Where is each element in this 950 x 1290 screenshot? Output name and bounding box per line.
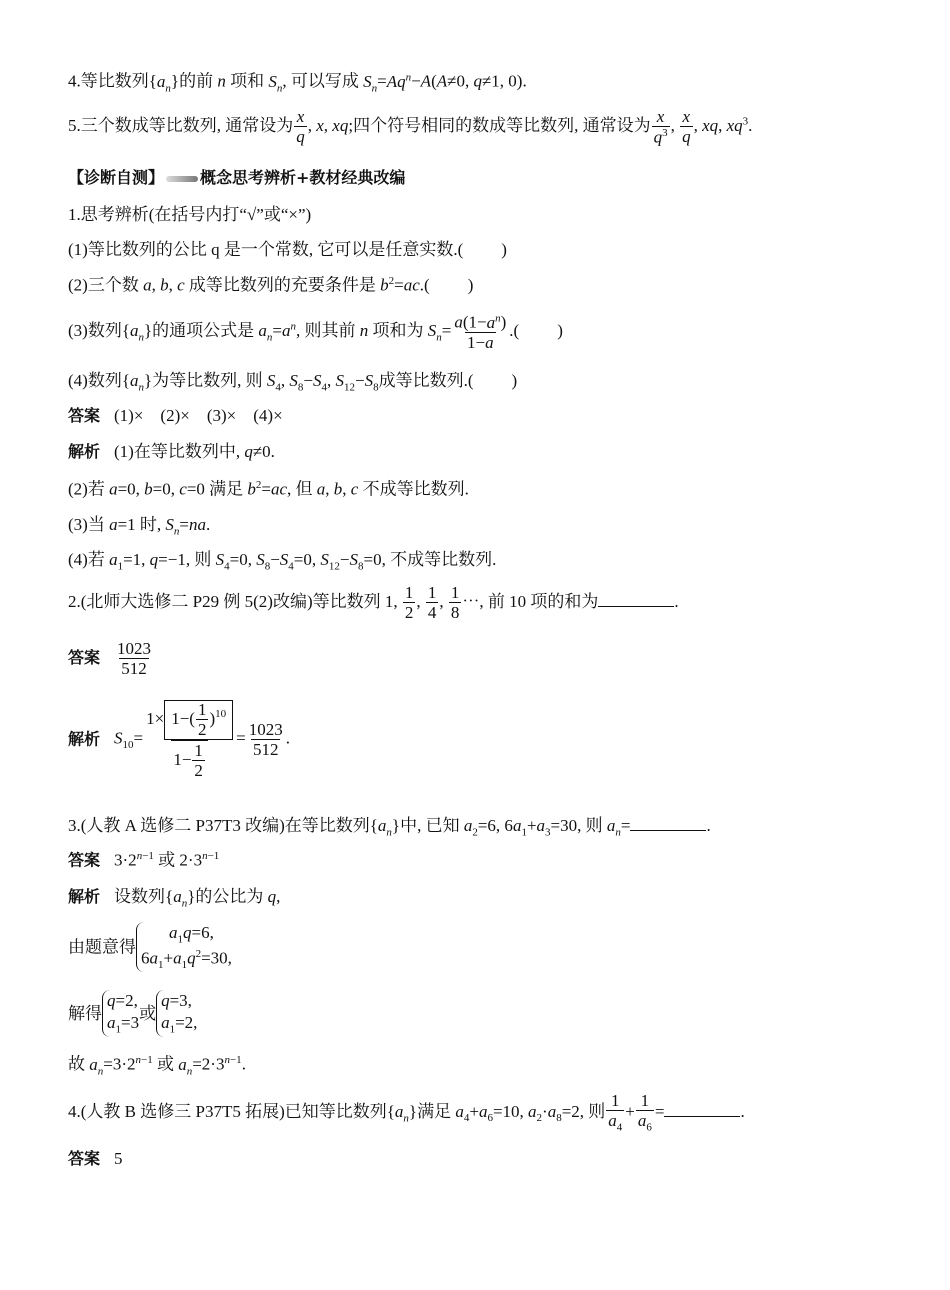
q1-analysis-2: (2)若 a=0, b=0, c=0 满足 $b^2=ac$, 但 a, b, c 不成等比数列. [68, 479, 469, 499]
formula-line-4: 4.等比数列$\{a_n\}$的前 n 项和 $S_n$, 可以写成 $S_n=Aq^n-A(A\ne 0$, q≠1, 0). [68, 71, 527, 95]
q1-statement-4: (4)数列$\{a_n\}$为等比数列, 则 $S_4$, $S_8-S_4$, $S_{12}-S_8$成等比数列.( ) [68, 371, 518, 394]
q1-answer: 答案 (1)× (2)× (3)× (4)× [68, 406, 283, 425]
q2-answer: 答案 $\frac{1023}{512}$ [68, 639, 152, 678]
q1-statement-3: (3)数列$\{a_n\}$的通项公式是 $a_n=a^n$, 则其前 n 项和为 $S_n=$ $\frac{a(1-a^n)}{1-a}$ .( ) [68, 312, 563, 352]
q3-answer: 答案 $3\cdot 2^{n-1}$ 或 $2\cdot 3^{n-1}$ [68, 850, 220, 870]
section-banner [68, 170, 405, 186]
q4-answer: 答案 5 [68, 1149, 123, 1168]
q2-analysis: 解析 $S_{10}=$ 1× 1−( $\frac{1}{2}$ )$^{10}$ 1− $\frac{1}{2}$ = $\frac{1023}{512}$ . [68, 700, 290, 780]
q1-title: 1.思考辨析(在括号内打“√”或“×”) [68, 205, 312, 224]
q1-analysis-1: 解析 (1)在等比数列中, q≠0. [68, 442, 275, 461]
q3-title: 3.(人教 A 选修二 P37T3 改编)在等比数列$\{a_n\}$中, 已知 $a_2=6$, $6a_1+a_3=30$, 则 $a_n=$ . [68, 816, 711, 839]
arrow-icon [166, 176, 198, 182]
q3-analysis-4: 故 $a_n=3\cdot 2^{n-1}$ 或 $a_n=2\cdot 3^{n-1}$. [68, 1054, 246, 1078]
banner-subtitle: 概念思考辨析+教材经典改编 [200, 168, 406, 187]
q1-statement-2: (2)三个数 a, b, c 成等比数列的充要条件是 $b^2=ac$.( ) [68, 275, 474, 295]
q1-analysis-3: (3)当 a=1 时, $S_n=na$. [68, 515, 211, 538]
q3-analysis-2: 由题意得$a_1q=6$, $6a_1+a_1q^2=30$, [68, 923, 232, 971]
q1-analysis-4: (4)若 $a_1=1$, q=−1, 则 $S_4=0$, $S_8-S_4=0$, $S_{12}-S_8=0$, 不成等比数列. [68, 550, 497, 573]
q1-statement-1: (1)等比数列的公比 q 是一个常数, 它可以是任意实数.( ) [68, 240, 507, 259]
q3-analysis-3: 解得q=2, $a_1=3$或q=3, $a_1=2$, [68, 991, 198, 1036]
q4-title: 4.(人教 B 选修三 P37T5 拓展)已知等比数列$\{a_n\}$满足 $a_4+a_6=10$, $a_2\cdot a_8=2$, 则 $\frac{1}{a_4}$ + $\frac{1}{a_6}$ = . [68, 1091, 745, 1134]
q2-title: 2.(北师大选修二 P29 例 5(2)改编)等比数列 1, $\frac{1}{2}$ , $\frac{1}{4}$ , $\frac{1}{8}$ ⋯, 前 10 项的和为 . [68, 583, 679, 622]
formula-line-5: 5.三个数成等比数列, 通常设为 $\frac{x}{q}$ , x, xq;四个符号相同的数成等比数列, 通常设为 $\frac{x}{q^3}$ , $\frac{x}{q}$ , xq, $xq^3$. [68, 107, 753, 147]
q3-analysis-1: 解析 设数列$\{a_n\}$的公比为 q, [68, 887, 281, 910]
banner-title: 【诊断自测】 [68, 168, 165, 187]
